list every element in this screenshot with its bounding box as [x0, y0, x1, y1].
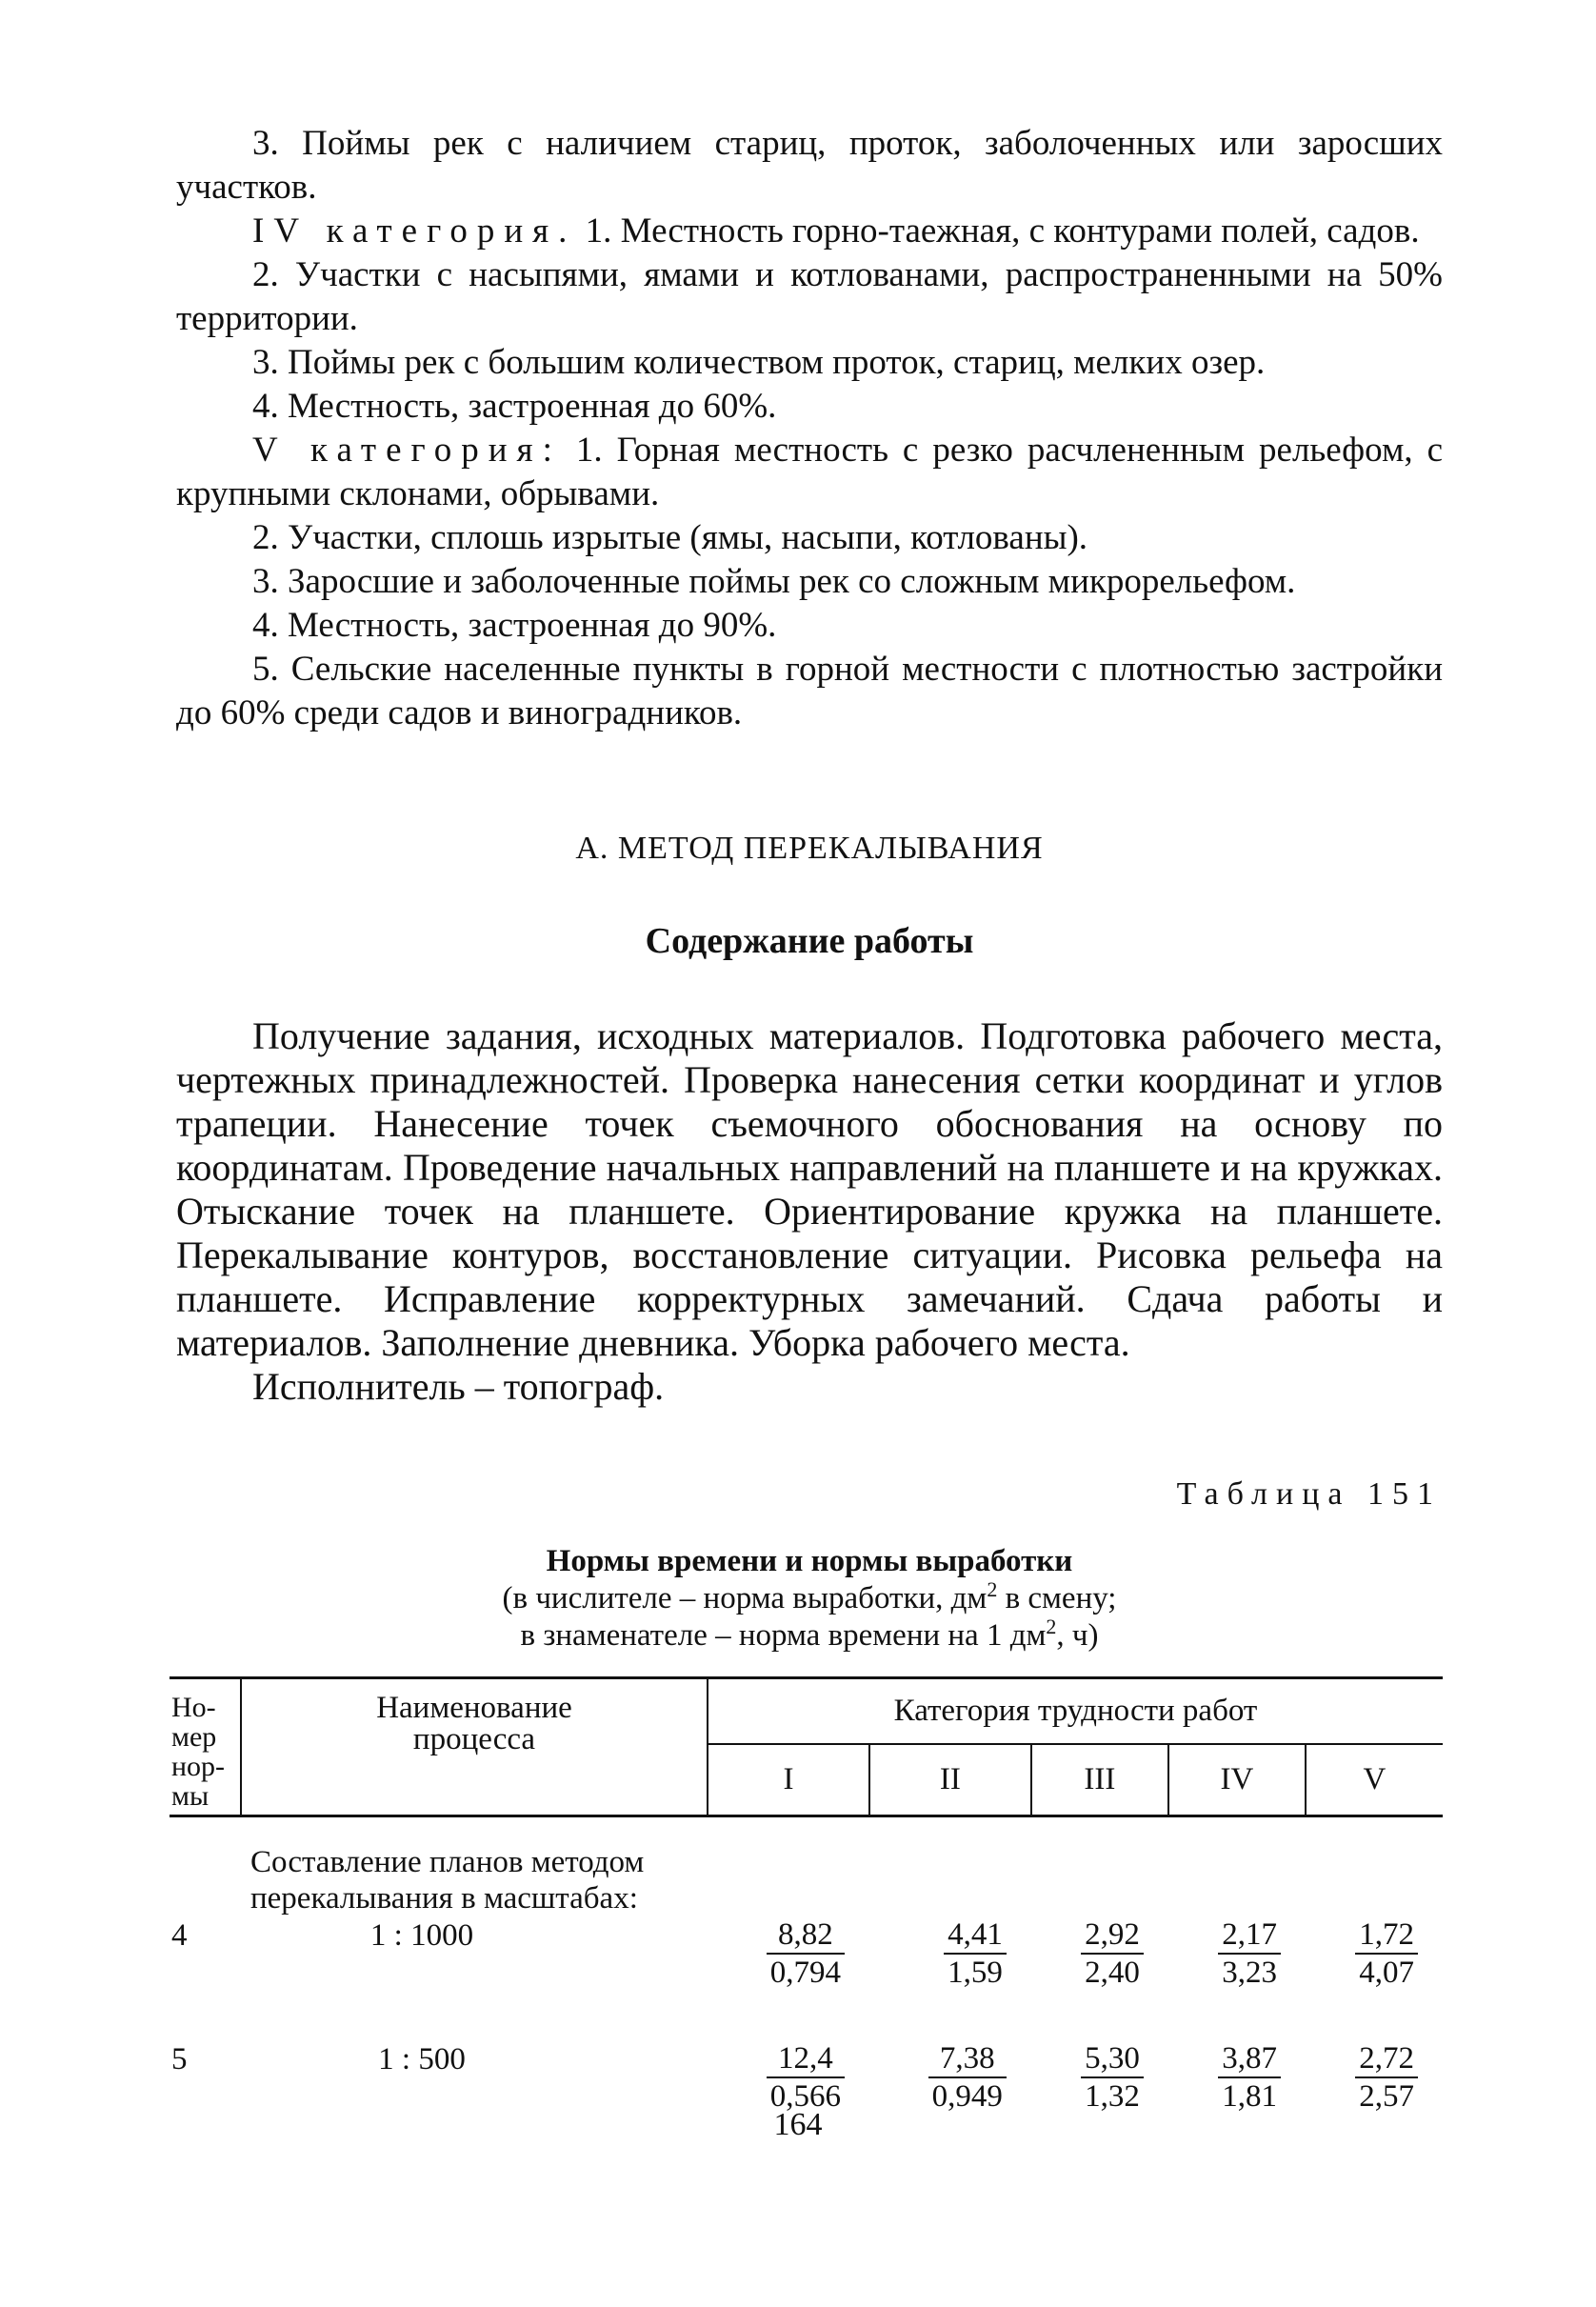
table-intro-row	[170, 1816, 1443, 1917]
header-number	[170, 1678, 241, 1816]
fraction	[1218, 2040, 1281, 2115]
category-list	[176, 122, 1443, 735]
value-cell	[1031, 2040, 1168, 2115]
spacer-cell	[170, 1991, 1443, 2040]
category-v-label: V категория:	[252, 431, 562, 470]
paragraph-iv-2: 2. Участки с насыпями, ямами и котлованами, распространенными на 50% территории.	[176, 255, 1443, 338]
intro-empty-values	[708, 1816, 1443, 1917]
header-category: Категория трудности работ	[708, 1678, 1443, 1744]
header-cat-3: III	[1031, 1744, 1168, 1816]
caption-line2-tail: в смену;	[997, 1581, 1117, 1615]
caption-line3-text: в знаменателе – норма времени на 1 дм	[520, 1618, 1047, 1653]
fraction	[1081, 1916, 1144, 1991]
fraction-denominator: 0,566	[769, 2079, 841, 2114]
fraction-numerator: 3,87	[1218, 2040, 1281, 2078]
work-description-block	[176, 1014, 1443, 1409]
fraction	[1355, 1916, 1418, 1991]
header-name-text: Наименование процесса	[376, 1691, 572, 1756]
fraction-denominator: 1,81	[1222, 2079, 1277, 2114]
paragraph-iv-1	[176, 210, 1443, 253]
fraction-numerator: 2,92	[1081, 1916, 1144, 1955]
header-cat-2: II	[869, 1744, 1031, 1816]
executor-line: Исполнитель – топограф.	[252, 1365, 665, 1408]
intro-empty	[170, 1816, 241, 1917]
value-cell	[1306, 1916, 1443, 1991]
value-cell	[869, 2040, 1031, 2115]
value-cell	[708, 2040, 869, 2115]
fraction	[944, 1916, 1007, 1991]
category-iv-label: IV категория.	[252, 211, 577, 251]
table-label: Таблица 151	[1176, 1476, 1442, 1512]
fraction-numerator: 2,17	[1218, 1916, 1281, 1955]
value-cell	[708, 1916, 869, 1991]
row-number: 5	[171, 2042, 188, 2076]
fraction-denominator: 4,07	[1359, 1956, 1414, 1990]
paragraph-v-5: 5. Сельские населенные пункты в горной местности с плотностью застройки до 60% среди садов и виноградников.	[176, 650, 1443, 732]
caption-line2-sup: 2	[987, 1577, 998, 1601]
fraction-denominator: 2,40	[1085, 1956, 1140, 1990]
fraction-numerator: 5,30	[1081, 2040, 1144, 2078]
table-row	[170, 2040, 1443, 2115]
norms-table	[170, 1676, 1443, 2115]
paragraph-v-1-text: 1. Горная местность с резко расчлененным рельефом, с крупными склонами, обрывами.	[176, 431, 1444, 513]
table-caption-title: Нормы времени и нормы выработки	[546, 1544, 1073, 1578]
value-cell	[1306, 2040, 1443, 2115]
fraction	[767, 2040, 845, 2115]
value-cell	[1168, 1916, 1306, 1991]
fraction	[928, 2040, 1007, 2115]
fraction-numerator: 1,72	[1355, 1916, 1418, 1955]
fraction-denominator: 2,57	[1359, 2079, 1414, 2114]
row-scale: 1 : 500	[378, 2042, 466, 2076]
fraction-numerator: 8,82	[767, 1916, 845, 1955]
table-intro: Составление планов методом перекалывания в масштабах:	[250, 1845, 645, 1916]
header-cat-5: V	[1306, 1744, 1443, 1816]
header-name	[241, 1678, 708, 1816]
paragraph-v-2: 2. Участки, сплошь изрытые (ямы, насыпи, котлованы).	[252, 518, 1088, 557]
fraction-denominator: 0,949	[931, 2079, 1003, 2114]
caption-line3-tail: , ч)	[1056, 1618, 1099, 1653]
paragraph-iv-3: 3. Поймы рек с большим количеством проток, стариц, мелких озер.	[252, 343, 1266, 382]
header-number-text: Но- мер нор- мы	[171, 1692, 226, 1812]
fraction	[767, 1916, 845, 1991]
value-cell	[1168, 2040, 1306, 2115]
paragraph-v-3: 3. Заросшие и заболоченные поймы рек со сложным микрорельефом.	[252, 562, 1296, 601]
paragraph-v-4: 4. Местность, застроенная до 90%.	[252, 606, 777, 645]
fraction-numerator: 12,4	[767, 2040, 845, 2078]
fraction-denominator: 1,59	[948, 1956, 1003, 1990]
fraction-numerator: 7,38	[928, 2040, 1007, 2078]
fraction	[1218, 1916, 1281, 1991]
fraction-numerator: 4,41	[944, 1916, 1007, 1955]
table-caption	[176, 1543, 1443, 1655]
fraction	[1081, 2040, 1144, 2115]
fraction-denominator: 0,794	[769, 1956, 841, 1990]
header-cat-1: I	[708, 1744, 869, 1816]
work-description: Получение задания, исходных материалов. Подготовка рабочего места, чертежных принадлежностей. Проверка нанесения сетки координат и углов трапеции. Нанесение точек съемочного обоснования на основу по координатам. Проведение начальных направлений на планшете и на кружках. Отыскание точек на планшете. Ориентирование кружка на планшете. Перекалывание контуров, восстановление ситуации. Рисовка рельефа на планшете. Исправление корректурных замечаний. Сдача работы и материалов. Заполнение дневника. Уборка рабочего места.	[176, 1014, 1443, 1364]
value-cell	[869, 1916, 1031, 1991]
fraction-denominator: 1,32	[1085, 2079, 1140, 2114]
fraction-denominator: 3,23	[1222, 1956, 1277, 1990]
caption-line3-sup: 2	[1046, 1615, 1057, 1638]
paragraph-iv-1-text: 1. Местность горно-таежная, с контурами полей, садов.	[585, 211, 1420, 251]
value-cell	[1031, 1916, 1168, 1991]
paragraph-v-1	[176, 429, 1443, 516]
table-row	[170, 1916, 1443, 1991]
table-caption-line3	[176, 1617, 1443, 1655]
paragraph-iii-3: 3. Поймы рек с наличием стариц, проток, заболоченных или заросших участков.	[176, 124, 1443, 207]
fraction-numerator: 2,72	[1355, 2040, 1418, 2078]
caption-line2-text: (в числителе – норма выработки, дм	[502, 1581, 988, 1615]
paragraph-iv-4: 4. Местность, застроенная до 60%.	[252, 387, 777, 426]
page-number: 164	[773, 2107, 823, 2142]
section-title: А. МЕТОД ПЕРЕКАЛЫВАНИЯ	[575, 831, 1044, 866]
row-scale: 1 : 1000	[369, 1918, 474, 1953]
header-cat-4: IV	[1168, 1744, 1306, 1816]
row-spacer	[170, 1991, 1443, 2040]
table-caption-line2	[176, 1577, 1443, 1617]
subsection-title: Содержание работы	[645, 921, 974, 961]
row-number: 4	[171, 1918, 188, 1953]
fraction	[1355, 2040, 1418, 2115]
